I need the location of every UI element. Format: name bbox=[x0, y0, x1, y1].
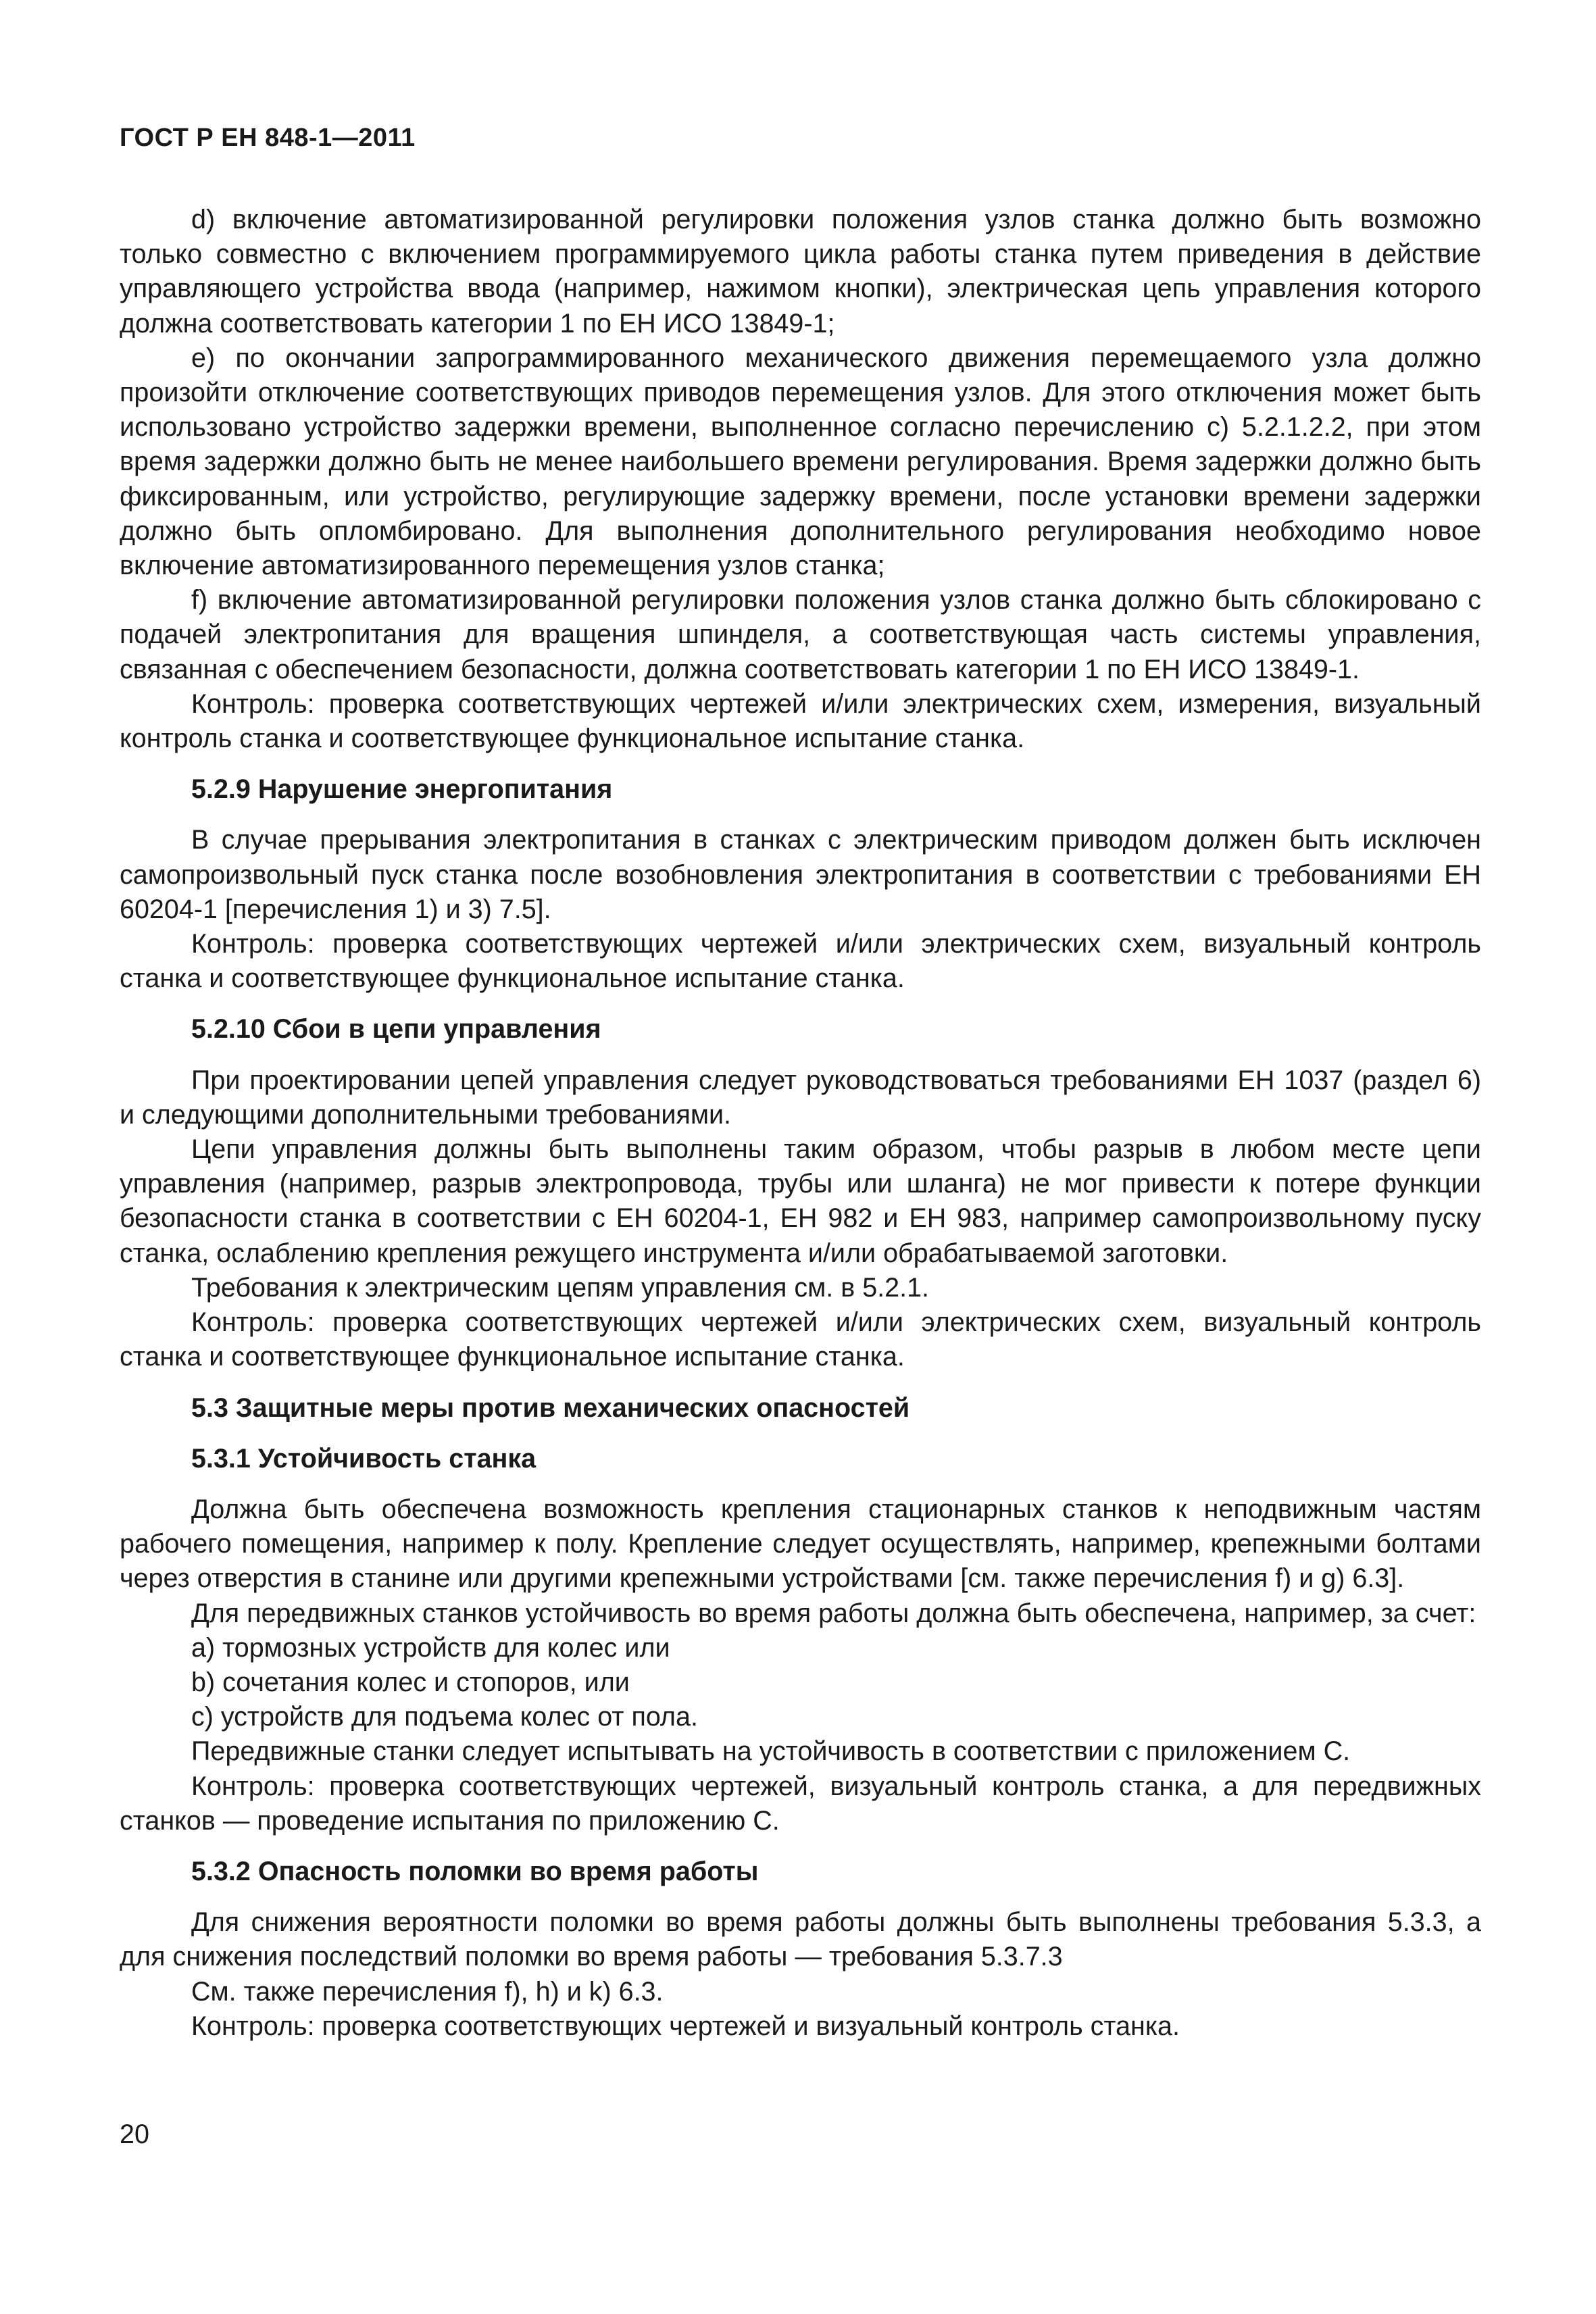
paragraph: Требования к электрическим цепям управления см. в 5.2.1. bbox=[191, 1272, 930, 1303]
paragraph: Контроль: проверка соответствующих чертежей, визуальный контроль станка, а для передвижных станков — проведение испытания по приложению C. bbox=[120, 1771, 1481, 1836]
paragraph: f) включение автоматизированной регулировки положения узлов станка должно быть сблокировано с подачей электропитания для вращения шпинделя, а соответствующая часть системы управления, связанная с обеспечением безопасности, должна соответствовать категории 1 по ЕН ИСО 13849-1. bbox=[120, 585, 1481, 684]
document-header: ГОСТ Р ЕН 848-1—2011 bbox=[120, 124, 416, 152]
list-item: b) сочетания колес и стопоров, или bbox=[191, 1667, 630, 1697]
paragraph: Контроль: проверка соответствующих чертежей и/или электрических схем, визуальный контроль станка и соответствующее функциональное испытание станка. bbox=[120, 929, 1481, 994]
section-heading: 5.3 Защитные меры против механических опасностей bbox=[191, 1392, 910, 1423]
list-item: c) устройств для подъема колес от пола. bbox=[191, 1702, 698, 1732]
paragraph: Контроль: проверка соответствующих чертежей и/или электрических схем, измерения, визуальный контроль станка и соответствующее функциональное испытание станка. bbox=[120, 688, 1481, 754]
paragraph: Цепи управления должны быть выполнены таким образом, чтобы разрыв в любом месте цепи управления (например, разрыв электропровода, трубы или шланга) не мог привести к потере функции безопасности станка в соответствии с ЕН 60204-1, ЕН 982 и ЕН 983, например самопроизвольному пуску станка, ослаблению крепления режущего инструмента и/или обрабатываемой заготовки. bbox=[120, 1134, 1481, 1268]
section-heading: 5.2.9 Нарушение энергопитания bbox=[191, 774, 613, 805]
paragraph: Для снижения вероятности поломки во время работы должны быть выполнены требования 5.3.3, а для снижения последствий поломки во время работы — требования 5.3.7.3 bbox=[120, 1907, 1481, 1972]
page-number: 20 bbox=[120, 2119, 149, 2149]
paragraph: При проектировании цепей управления следует руководствоваться требованиями ЕН 1037 (раздел 6) и следующими дополнительными требованиями. bbox=[120, 1065, 1481, 1130]
list-item: a) тормозных устройств для колес или bbox=[191, 1632, 670, 1663]
paragraph: Должна быть обеспечена возможность крепления стационарных станков к неподвижным частям рабочего помещения, например к полу. Крепление следует осуществлять, например, крепежными болтами через отверстия в станине или другими крепежными устройствами [см. также перечисления f) и g) 6.3]. bbox=[120, 1494, 1481, 1594]
paragraph: Контроль: проверка соответствующих чертежей и визуальный контроль станка. bbox=[191, 2011, 1180, 2041]
paragraph: См. также перечисления f), h) и k) 6.3. bbox=[191, 1976, 664, 2007]
subsection-heading: 5.3.1 Устойчивость станка bbox=[191, 1443, 537, 1474]
paragraph: В случае прерывания электропитания в станках с электрическим приводом должен быть исключен самопроизвольный пуск станка после возобновления электропитания в соответствии с требованиями ЕН 60204-1 [перечисления 1) и 3) 7.5]. bbox=[120, 825, 1481, 924]
paragraph: Передвижные станки следует испытывать на устойчивость в соответствии с приложением C. bbox=[191, 1736, 1351, 1767]
paragraph: Контроль: проверка соответствующих чертежей и/или электрических схем, визуальный контроль станка и соответствующее функциональное испытание станка. bbox=[120, 1307, 1481, 1372]
paragraph: Для передвижных станков устойчивость во время работы должна быть обеспечена, например, за счет: bbox=[191, 1598, 1476, 1628]
document-body bbox=[120, 203, 1481, 2044]
paragraph: d) включение автоматизированной регулировки положения узлов станка должно быть возможно только совместно с включением программируемого цикла работы станка путем приведения в действие управляющего устройства ввода (например, нажимом кнопки), электрическая цепь управления которого должна соответствовать категории 1 по ЕН ИСО 13849-1; bbox=[120, 205, 1481, 338]
section-heading: 5.2.10 Сбои в цепи управления bbox=[191, 1014, 601, 1045]
paragraph: e) по окончании запрограммированного механического движения перемещаемого узла должно произойти отключение соответствующих приводов перемещения узлов. Для этого отключения может быть использовано устройство задержки времени, выполненное согласно перечислению c) 5.2.1.2.2, при этом время задержки должно быть не менее наибольшего времени регулирования. Время задержки должно быть фиксированным, или устройство, регулирующие задержку времени, после установки времени задержки должно быть опломбировано. Для выполнения дополнительного регулирования необходимо новое включение автоматизированного перемещения узлов станка; bbox=[120, 343, 1481, 581]
subsection-heading: 5.3.2 Опасность поломки во время работы bbox=[191, 1856, 759, 1886]
